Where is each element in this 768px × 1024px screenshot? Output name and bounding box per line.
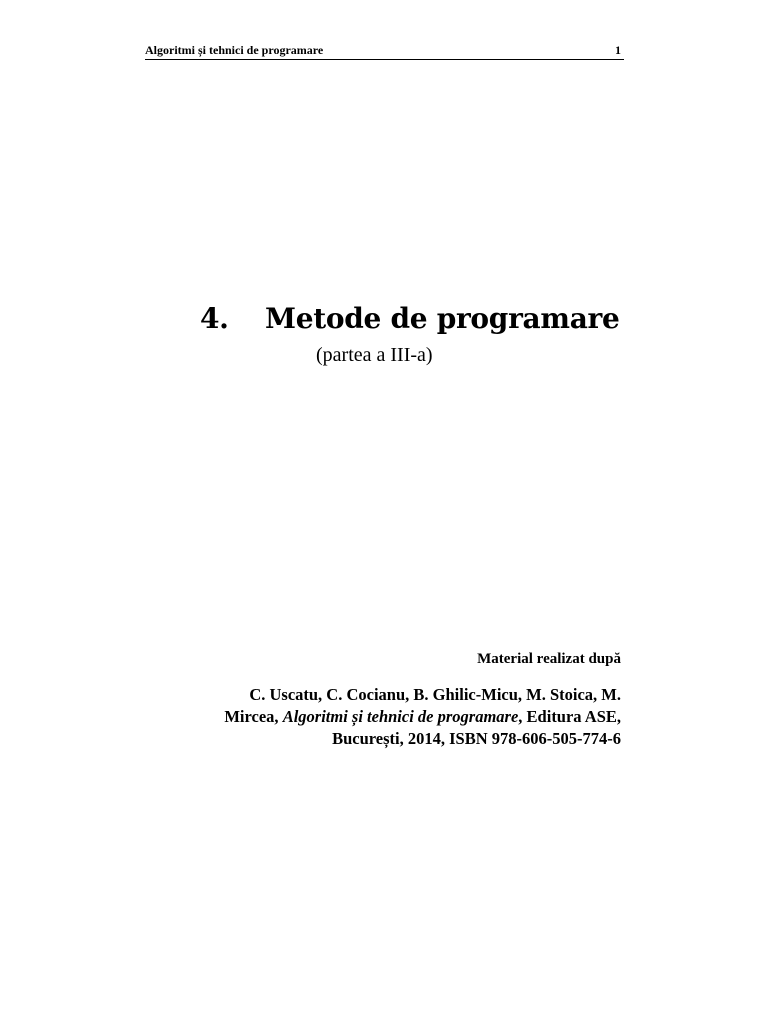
citation-line-2-prefix: Mircea, <box>224 707 283 726</box>
chapter-subtitle: (partea a III-a) <box>316 344 433 366</box>
citation-line-1: C. Uscatu, C. Cocianu, B. Ghilic-Micu, M. Stoica, M. <box>249 685 621 704</box>
citation-line-3: București, 2014, ISBN 978-606-505-774-6 <box>332 729 621 748</box>
chapter-number: 4. <box>200 302 229 335</box>
header-page-number: 1 <box>615 43 621 57</box>
chapter-title: Metode de programare <box>265 302 620 335</box>
citation <box>150 684 621 750</box>
citation-line-2-suffix: , Editura ASE, <box>518 707 621 726</box>
header-title: Algoritmi și tehnici de programare <box>145 43 324 57</box>
page-header <box>145 42 624 60</box>
citation-book-title: Algoritmi și tehnici de programare <box>282 707 519 726</box>
credits-intro: Material realizat după <box>477 651 621 667</box>
citation-line-2 <box>150 706 621 728</box>
